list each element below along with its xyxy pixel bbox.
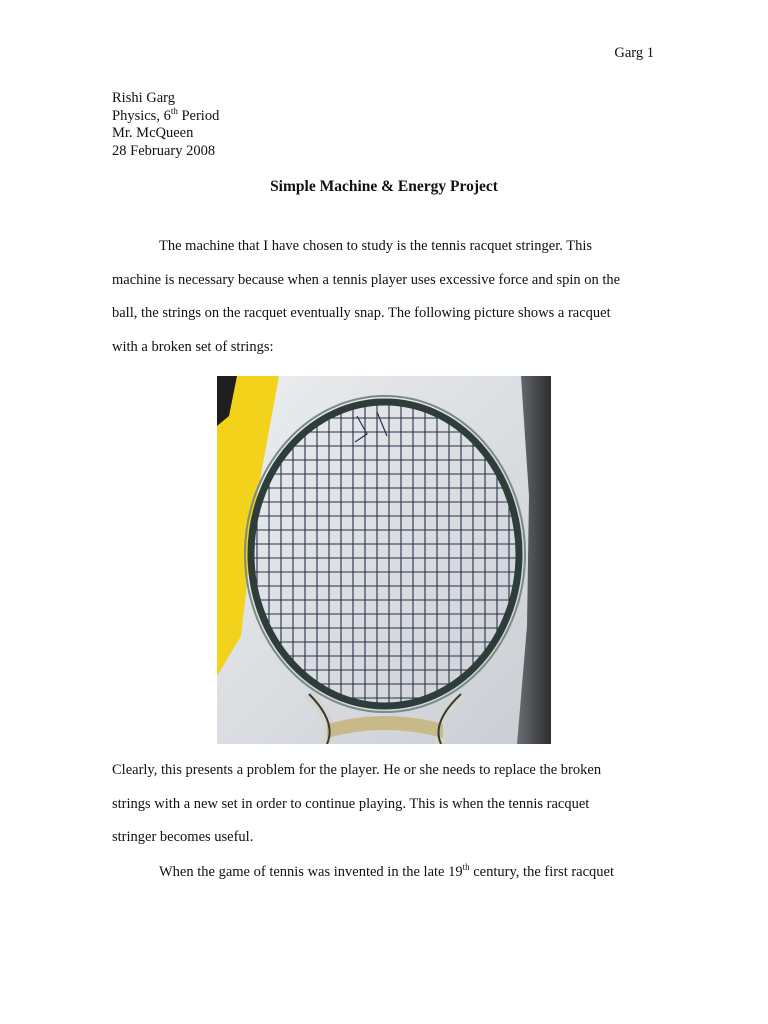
paragraph-line: ball, the strings on the racquet eventually snap. The following picture shows a racquet — [112, 305, 611, 321]
paragraph-3-suffix: century, the first racquet — [469, 864, 615, 880]
course-line — [112, 105, 220, 126]
paragraph-line: The machine that I have chosen to study is the tennis racquet stringer. This — [159, 238, 593, 254]
course-suffix: Period — [177, 107, 220, 124]
teacher-name: Mr. McQueen — [112, 125, 194, 141]
paragraph-line: machine is necessary because when a tennis player uses excessive force and spin on the — [112, 271, 621, 288]
paragraph-line: with a broken set of strings: — [112, 338, 274, 355]
paragraph-line: strings with a new set in order to continue playing. This is when the tennis racquet — [112, 795, 590, 812]
paragraph-1 — [112, 230, 657, 364]
course-prefix: Physics, 6 — [112, 107, 171, 124]
broken-racquet-photo — [217, 376, 551, 744]
paragraph-line: stringer becomes useful. — [112, 829, 254, 845]
paragraph-line — [112, 856, 657, 890]
course-superscript: th — [170, 105, 178, 116]
document-title: Simple Machine & Energy Project — [270, 178, 498, 195]
paragraph-3 — [112, 856, 657, 890]
author-name: Rishi Garg — [112, 90, 175, 106]
paragraph-line: Clearly, this presents a problem for the player. He or she needs to replace the broken — [112, 762, 602, 778]
heading-block — [112, 90, 219, 160]
paragraph-2 — [112, 754, 657, 855]
paragraph-3-prefix: When the game of tennis was invented in the late 19 — [159, 864, 463, 880]
paragraph-3-superscript: th — [462, 862, 470, 873]
document-date: 28 February 2008 — [112, 142, 216, 159]
page-number: Garg 1 — [614, 45, 654, 61]
